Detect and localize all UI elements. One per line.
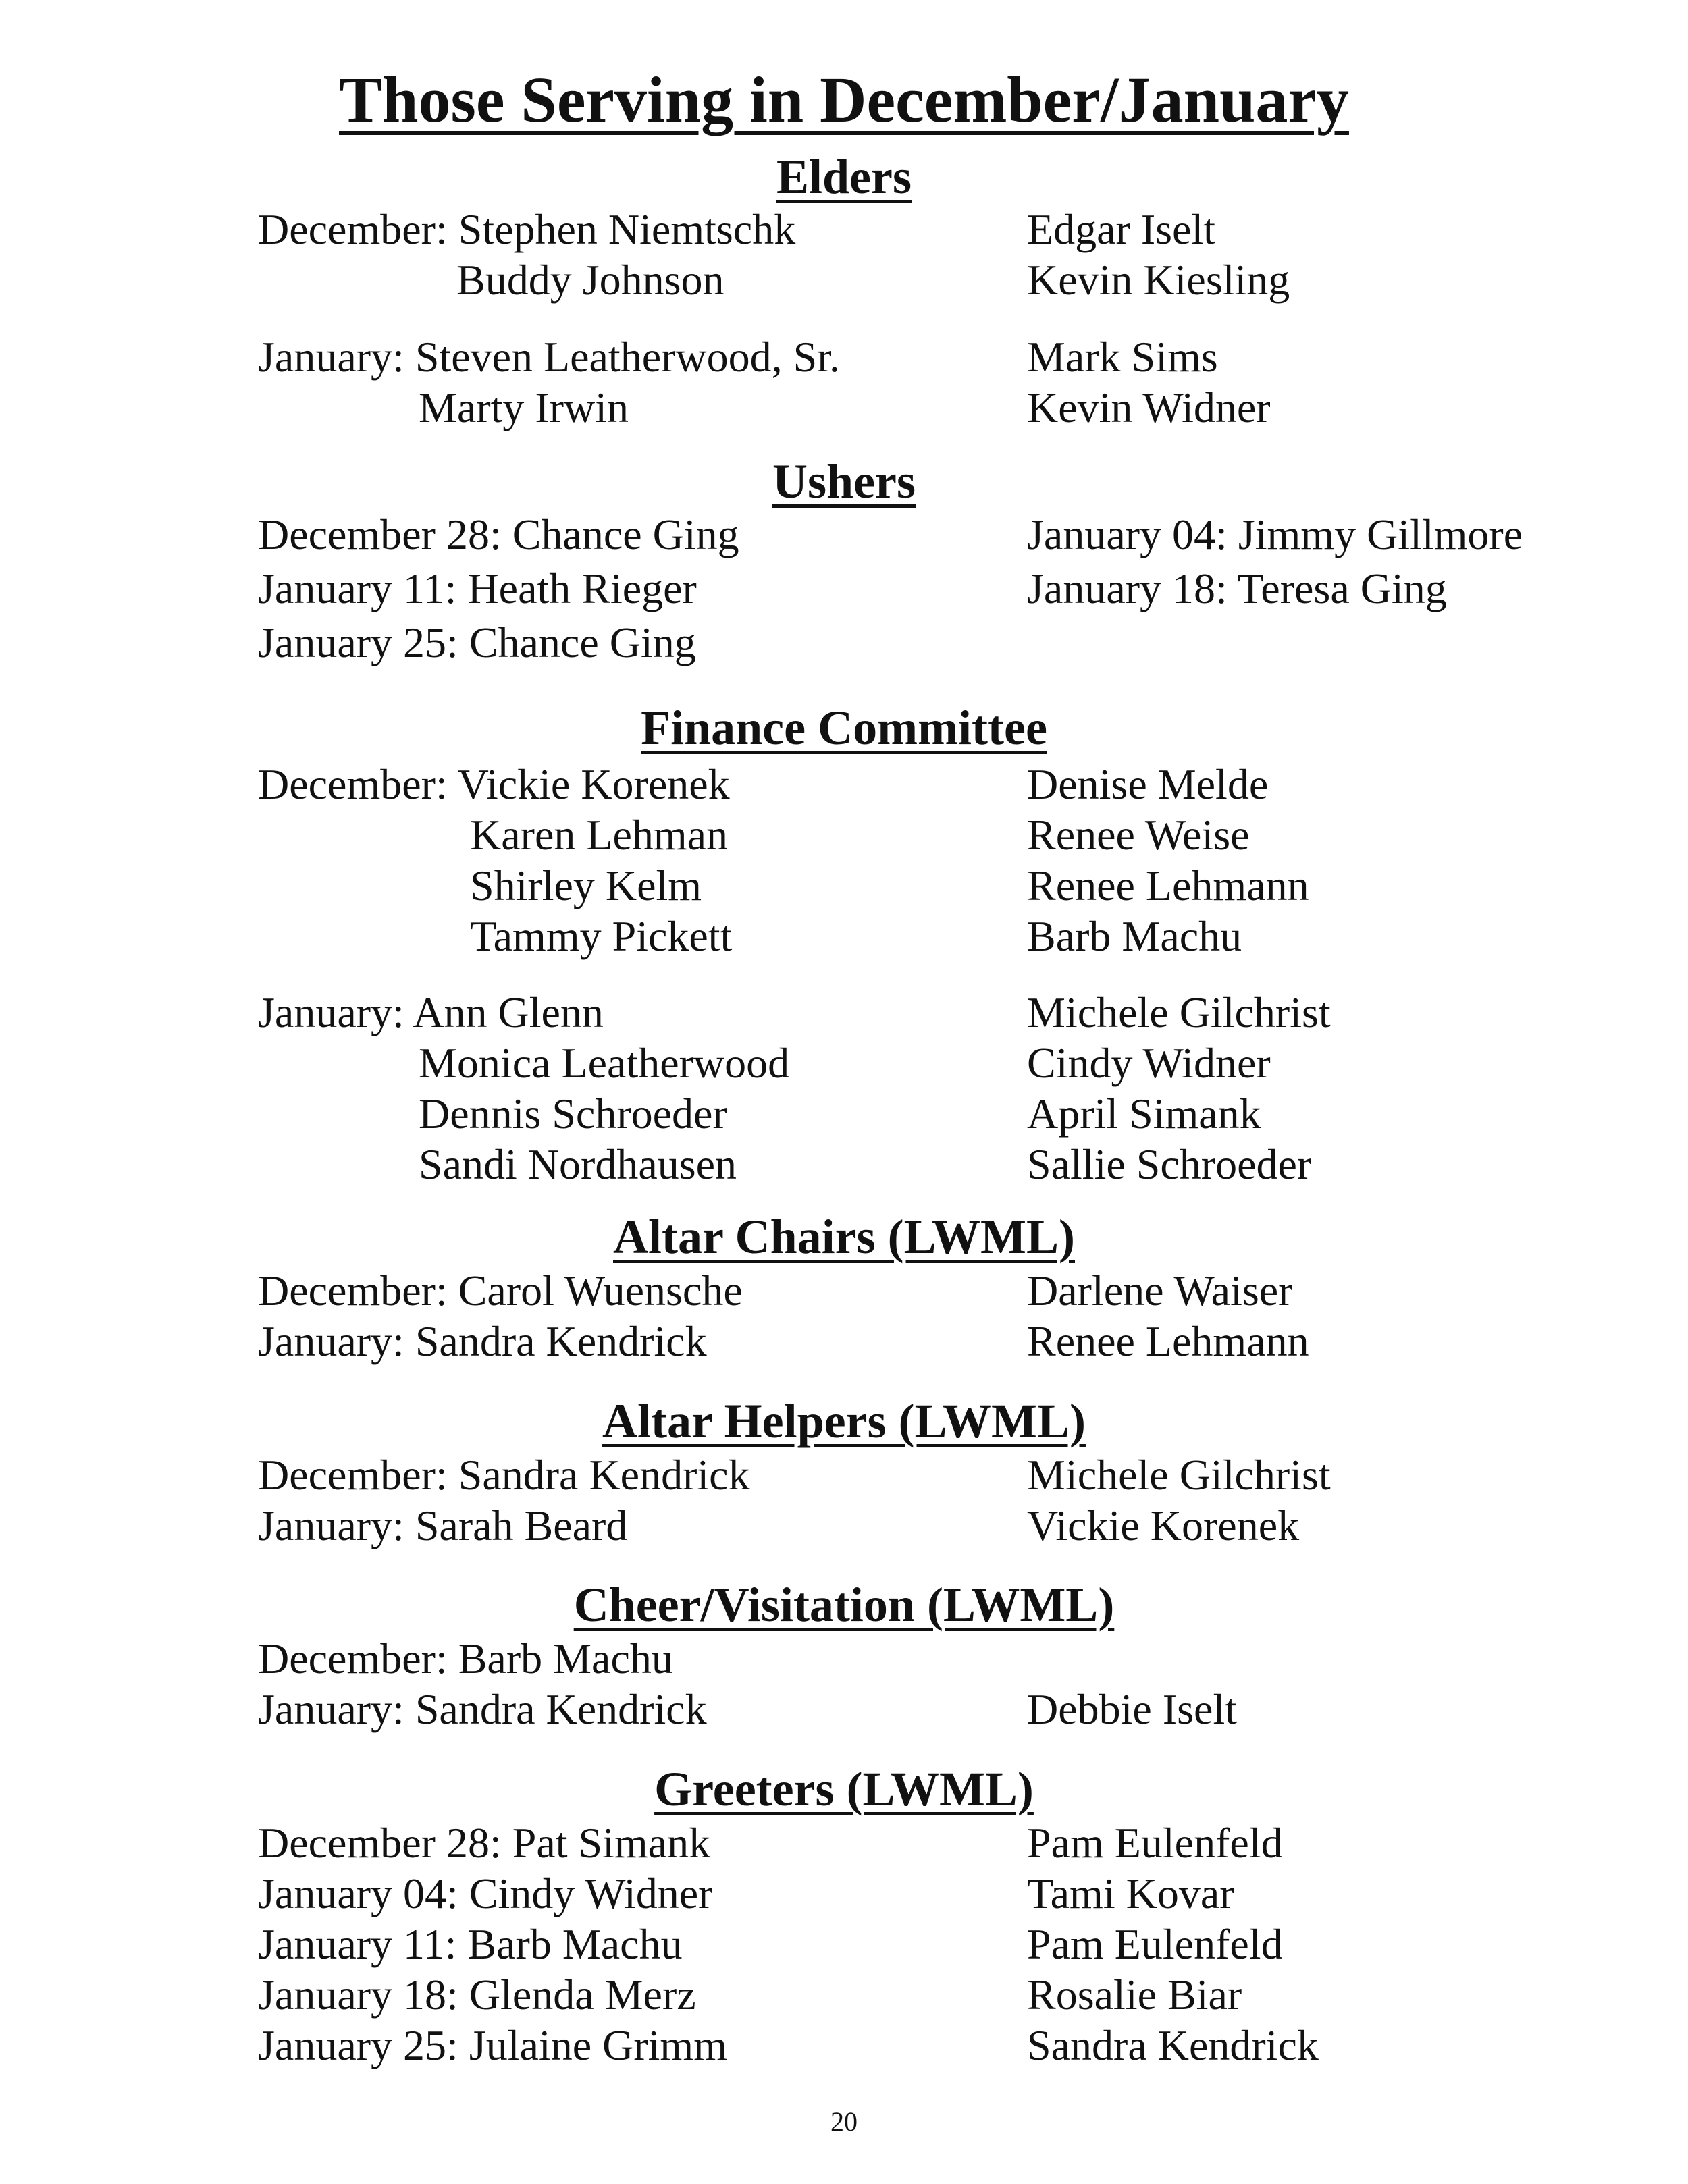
page-title: Those Serving in December/January — [339, 63, 1349, 136]
altar-chairs-entry: Renee Lehmann — [1027, 1317, 1309, 1365]
cheer-entry: January: Sandra Kendrick — [258, 1685, 707, 1733]
greeters-entry: January 04: Cindy Widner — [258, 1869, 713, 1917]
finance-january-entry: January: Ann Glenn — [258, 988, 604, 1036]
page-number: 20 — [830, 2106, 858, 2137]
greeters-entry: Tami Kovar — [1027, 1869, 1234, 1917]
finance-january-entry: Dennis Schroeder — [419, 1090, 727, 1138]
altar-chairs-heading: Altar Chairs (LWML) — [613, 1210, 1075, 1264]
elders-january-entry: January: Steven Leatherwood, Sr. — [258, 333, 840, 381]
elders-heading: Elders — [776, 150, 912, 204]
elders-december-entry-right: Kevin Kiesling — [1027, 256, 1290, 304]
elders-december-entry: December: Stephen Niemtschk — [258, 205, 796, 253]
ushers-entry: January 04: Jimmy Gillmore — [1027, 510, 1523, 558]
cheer-heading: Cheer/Visitation (LWML) — [573, 1578, 1115, 1632]
altar-chairs-entry: Darlene Waiser — [1027, 1267, 1293, 1314]
greeters-entry: Sandra Kendrick — [1027, 2021, 1319, 2069]
altar-helpers-heading: Altar Helpers (LWML) — [602, 1394, 1086, 1448]
finance-december-entry: Shirley Kelm — [470, 861, 702, 909]
finance-december-entry: Karen Lehman — [470, 811, 729, 859]
altar-chairs-entry: December: Carol Wuensche — [258, 1267, 743, 1314]
ushers-heading: Ushers — [772, 454, 916, 508]
finance-january-entry-right: Sallie Schroeder — [1027, 1140, 1312, 1188]
finance-january-entry: Sandi Nordhausen — [419, 1140, 737, 1188]
cheer-entry: December: Barb Machu — [258, 1634, 673, 1682]
greeters-entry: Pam Eulenfeld — [1027, 1819, 1283, 1867]
ushers-entry: December 28: Chance Ging — [258, 510, 739, 558]
ushers-entry: January 25: Chance Ging — [258, 618, 696, 666]
finance-december-entry-right: Renee Weise — [1027, 811, 1250, 859]
elders-january-entry-right: Kevin Widner — [1027, 383, 1271, 431]
finance-december-entry-right: Renee Lehmann — [1027, 861, 1309, 909]
finance-december-entry: Tammy Pickett — [470, 912, 733, 960]
greeters-entry: January 25: Julaine Grimm — [258, 2021, 727, 2069]
finance-january-entry: Monica Leatherwood — [419, 1039, 790, 1087]
finance-december-entry-right: Barb Machu — [1027, 912, 1242, 960]
greeters-heading: Greeters (LWML) — [654, 1762, 1034, 1816]
finance-december-entry: December: Vickie Korenek — [258, 760, 730, 808]
greeters-entry: January 11: Barb Machu — [258, 1920, 683, 1968]
greeters-entry: January 18: Glenda Merz — [258, 1971, 696, 2019]
ushers-entry: January 18: Teresa Ging — [1027, 564, 1447, 612]
cheer-entry: Debbie Iselt — [1027, 1685, 1237, 1733]
elders-december-entry-right: Edgar Iselt — [1027, 205, 1215, 253]
greeters-entry: Rosalie Biar — [1027, 1971, 1242, 2019]
altar-helpers-entry: December: Sandra Kendrick — [258, 1451, 750, 1499]
elders-december-entry: Buddy Johnson — [456, 256, 724, 304]
ushers-entry: January 11: Heath Rieger — [258, 564, 697, 612]
altar-helpers-entry: Vickie Korenek — [1027, 1501, 1300, 1549]
finance-january-entry-right: Michele Gilchrist — [1027, 988, 1331, 1036]
elders-january-entry: Marty Irwin — [419, 383, 629, 431]
altar-helpers-entry: Michele Gilchrist — [1027, 1451, 1331, 1499]
elders-january-entry-right: Mark Sims — [1027, 333, 1218, 381]
finance-december-entry-right: Denise Melde — [1027, 760, 1269, 808]
greeters-entry: December 28: Pat Simank — [258, 1819, 711, 1867]
greeters-entry: Pam Eulenfeld — [1027, 1920, 1283, 1968]
finance-january-entry-right: Cindy Widner — [1027, 1039, 1271, 1087]
finance-heading: Finance Committee — [641, 701, 1047, 755]
altar-helpers-entry: January: Sarah Beard — [258, 1501, 628, 1549]
finance-january-entry-right: April Simank — [1027, 1090, 1261, 1138]
altar-chairs-entry: January: Sandra Kendrick — [258, 1317, 707, 1365]
